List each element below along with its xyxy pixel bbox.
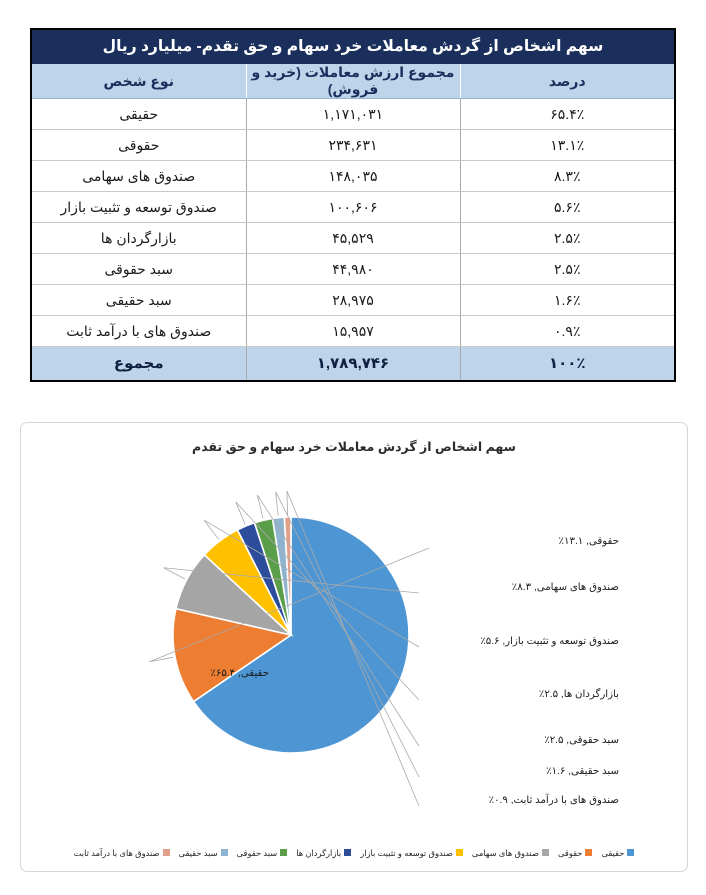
- cell-name: سبد حقیقی: [32, 285, 246, 316]
- cell-name: صندوق توسعه و تثبیت بازار: [32, 192, 246, 223]
- table-header-row: [32, 64, 674, 99]
- table-row: [32, 192, 674, 223]
- legend-label: صندوق های با درآمد ثابت: [73, 847, 160, 858]
- cell-percent: ۱.۶٪: [460, 285, 674, 316]
- cell-percent: ۸.۳٪: [460, 161, 674, 192]
- table-row: [32, 161, 674, 192]
- table-body: [32, 99, 674, 380]
- total-value: ۱,۷۸۹,۷۴۶: [246, 347, 460, 380]
- pie-chart-card: [20, 422, 688, 872]
- pie-label-haqiqi: حقیقی, ۶۵.۴٪: [210, 668, 269, 679]
- pie-callout-sandogh-tosee: صندوق توسعه و تثبیت بازار, ۵.۶٪: [480, 636, 619, 647]
- total-percent: ۱۰۰٪: [460, 347, 674, 380]
- legend-label: سبد حقیقی: [178, 847, 218, 858]
- cell-percent: ۲.۵٪: [460, 223, 674, 254]
- table-title: سهم اشخاص از گردش معاملات خرد سهام و حق تقدم- میلیارد ریال: [32, 30, 674, 64]
- table-row: [32, 99, 674, 130]
- pie-callout-sabad-hoghooghi: سبد حقوقی, ۲.۵٪: [544, 735, 619, 746]
- cell-percent: ۲.۵٪: [460, 254, 674, 285]
- pie-slice-group: [173, 517, 409, 753]
- cell-value: ۴۴,۹۸۰: [246, 254, 460, 285]
- legend-swatch-icon: [585, 849, 592, 856]
- legend-item[interactable]: [179, 849, 228, 857]
- legend-swatch-icon: [542, 849, 549, 856]
- legend-item[interactable]: [74, 849, 170, 857]
- legend-swatch-icon: [344, 849, 351, 856]
- pie-callout-sandogh-sahami: صندوق های سهامی, ۸.۳٪: [511, 582, 619, 593]
- cell-value: ۴۵,۵۲۹: [246, 223, 460, 254]
- cell-value: ۱۰۰,۶۰۶: [246, 192, 460, 223]
- pie-callout-sandogh-darammad-sabet: صندوق های با درآمد ثابت, ۰.۹٪: [488, 795, 619, 806]
- chart-title: سهم اشخاص از گردش معاملات خرد سهام و حق تقدم: [192, 440, 516, 454]
- column-header-value: مجموع ارزش معاملات (خرید و فروش): [246, 64, 460, 99]
- table-total-row: [32, 347, 674, 380]
- legend-label: حقیقی: [601, 847, 625, 858]
- table-row: [32, 285, 674, 316]
- legend-label: سبد حقوقی: [236, 847, 278, 858]
- cell-name: حقیقی: [32, 99, 246, 130]
- cell-percent: ۶۵.۴٪: [460, 99, 674, 130]
- share-table-container: [30, 28, 676, 382]
- cell-value: ۱,۱۷۱,۰۳۱: [246, 99, 460, 130]
- legend-label: حقوقی: [557, 847, 583, 858]
- cell-name: سبد حقوقی: [32, 254, 246, 285]
- cell-value: ۲۸,۹۷۵: [246, 285, 460, 316]
- table-row: [32, 254, 674, 285]
- cell-value: ۱۴۸,۰۳۵: [246, 161, 460, 192]
- legend-label: بازارگردان ها: [296, 847, 342, 858]
- pie-callout-hoghooghi: حقوقی, ۱۳.۱٪: [558, 536, 619, 547]
- share-table: [32, 30, 674, 380]
- table-row: [32, 223, 674, 254]
- legend-label: صندوق های سهامی: [471, 847, 539, 858]
- cell-percent: ۱۳.۱٪: [460, 130, 674, 161]
- legend-item[interactable]: [601, 849, 634, 857]
- cell-name: صندوق های سهامی: [32, 161, 246, 192]
- legend-swatch-icon: [221, 849, 228, 856]
- cell-name: بازارگردان ها: [32, 223, 246, 254]
- pie-svg: [21, 453, 689, 813]
- legend-label: صندوق توسعه و تثبیت بازار: [360, 847, 453, 858]
- column-header-percent: درصد: [460, 64, 674, 99]
- legend-item[interactable]: [296, 849, 351, 857]
- pie-plot-area: [21, 453, 689, 813]
- cell-name: صندوق های با درآمد ثابت: [32, 316, 246, 347]
- cell-percent: ۰.۹٪: [460, 316, 674, 347]
- table-title-row: [32, 30, 674, 64]
- legend-swatch-icon: [280, 849, 287, 856]
- chart-legend: [21, 849, 687, 857]
- legend-item[interactable]: [360, 849, 463, 857]
- pie-callout-sabad-haqiqi: سبد حقیقی, ۱.۶٪: [546, 766, 619, 777]
- legend-swatch-icon: [163, 849, 170, 856]
- table-row: [32, 316, 674, 347]
- cell-percent: ۵.۶٪: [460, 192, 674, 223]
- column-header-name: نوع شخص: [32, 64, 246, 99]
- table-row: [32, 130, 674, 161]
- legend-swatch-icon: [627, 849, 634, 856]
- legend-item[interactable]: [237, 849, 288, 857]
- legend-item[interactable]: [558, 849, 593, 857]
- legend-item[interactable]: [472, 849, 549, 857]
- legend-swatch-icon: [456, 849, 463, 856]
- cell-name: حقوقی: [32, 130, 246, 161]
- total-name: مجموع: [32, 347, 246, 380]
- pie-callout-bazargardan: بازارگردان ها, ۲.۵٪: [538, 689, 619, 700]
- table-head: [32, 30, 674, 99]
- cell-value: ۲۳۴,۶۳۱: [246, 130, 460, 161]
- cell-value: ۱۵,۹۵۷: [246, 316, 460, 347]
